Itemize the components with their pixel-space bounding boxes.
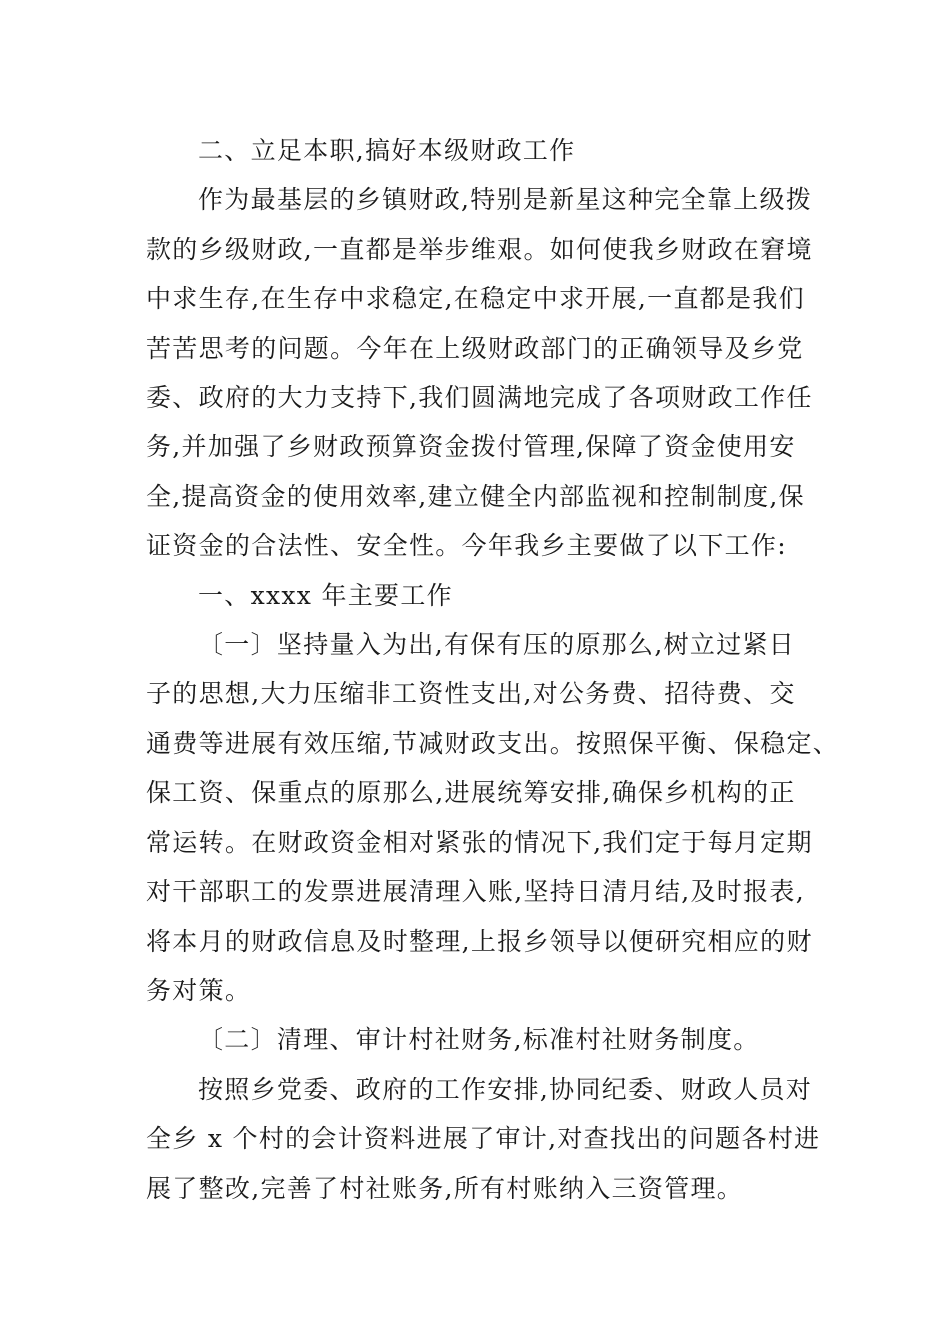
paragraph-line: 将本月的财政信息及时整理,上报乡领导以便研究相应的财 (146, 926, 813, 956)
paragraph-line: 展了整改,完善了村社账务,所有村账纳入三资管理。 (146, 1173, 744, 1203)
section-heading-2: 二、立足本职,搞好本级财政工作 (198, 136, 576, 165)
subsection-heading-2: 〔二〕清理、审计村社财务,标准村社财务制度。 (198, 1025, 760, 1055)
paragraph-line: 作为最基层的乡镇财政,特别是新星这种完全靠上级拨 (198, 185, 813, 215)
document-body (146, 126, 840, 1213)
paragraph-line: 苦苦思考的问题。今年在上级财政部门的正确领导及乡党 (146, 333, 804, 363)
paragraph-line: 保工资、保重点的原那么,进展统筹安排,确保乡机构的正 (146, 778, 796, 808)
section-heading-1: 一、xxxx 年主要工作 (198, 580, 453, 610)
paragraph-line: 中求生存,在生存中求稳定,在稳定中求开展,一直都是我们 (146, 284, 805, 314)
paragraph-line: 委、政府的大力支持下,我们圆满地完成了各项财政工作任 (146, 383, 813, 413)
paragraph-line: 证资金的合法性、安全性。今年我乡主要做了以下工作: (146, 531, 787, 561)
paragraph-line: 全乡 x 个村的会计资料进展了审计,对查找出的问题各村进 (146, 1124, 821, 1154)
paragraph-line: 按照乡党委、政府的工作安排,协同纪委、财政人员对 (198, 1074, 813, 1104)
paragraph-line: 务对策。 (146, 975, 252, 1005)
paragraph-line: 款的乡级财政,一直都是举步维艰。如何使我乡财政在窘境 (146, 234, 813, 264)
paragraph-line: 务,并加强了乡财政预算资金拨付管理,保障了资金使用安 (146, 432, 796, 462)
paragraph-line: 子的思想,大力压缩非工资性支出,对公务费、招待费、交 (146, 679, 796, 709)
paragraph-line: 常运转。在财政资金相对紧张的情况下,我们定于每月定期 (146, 827, 813, 857)
paragraph-line: 通费等进展有效压缩,节减财政支出。按照保平衡、保稳定、 (146, 728, 840, 758)
paragraph-line: 对干部职工的发票进展清理入账,坚持日清月结,及时报表, (146, 877, 805, 907)
subsection-line: 〔一〕坚持量入为出,有保有压的原那么,树立过紧日 (198, 630, 796, 660)
paragraph-line: 全,提高资金的使用效率,建立健全内部监视和控制制度,保 (146, 481, 805, 511)
